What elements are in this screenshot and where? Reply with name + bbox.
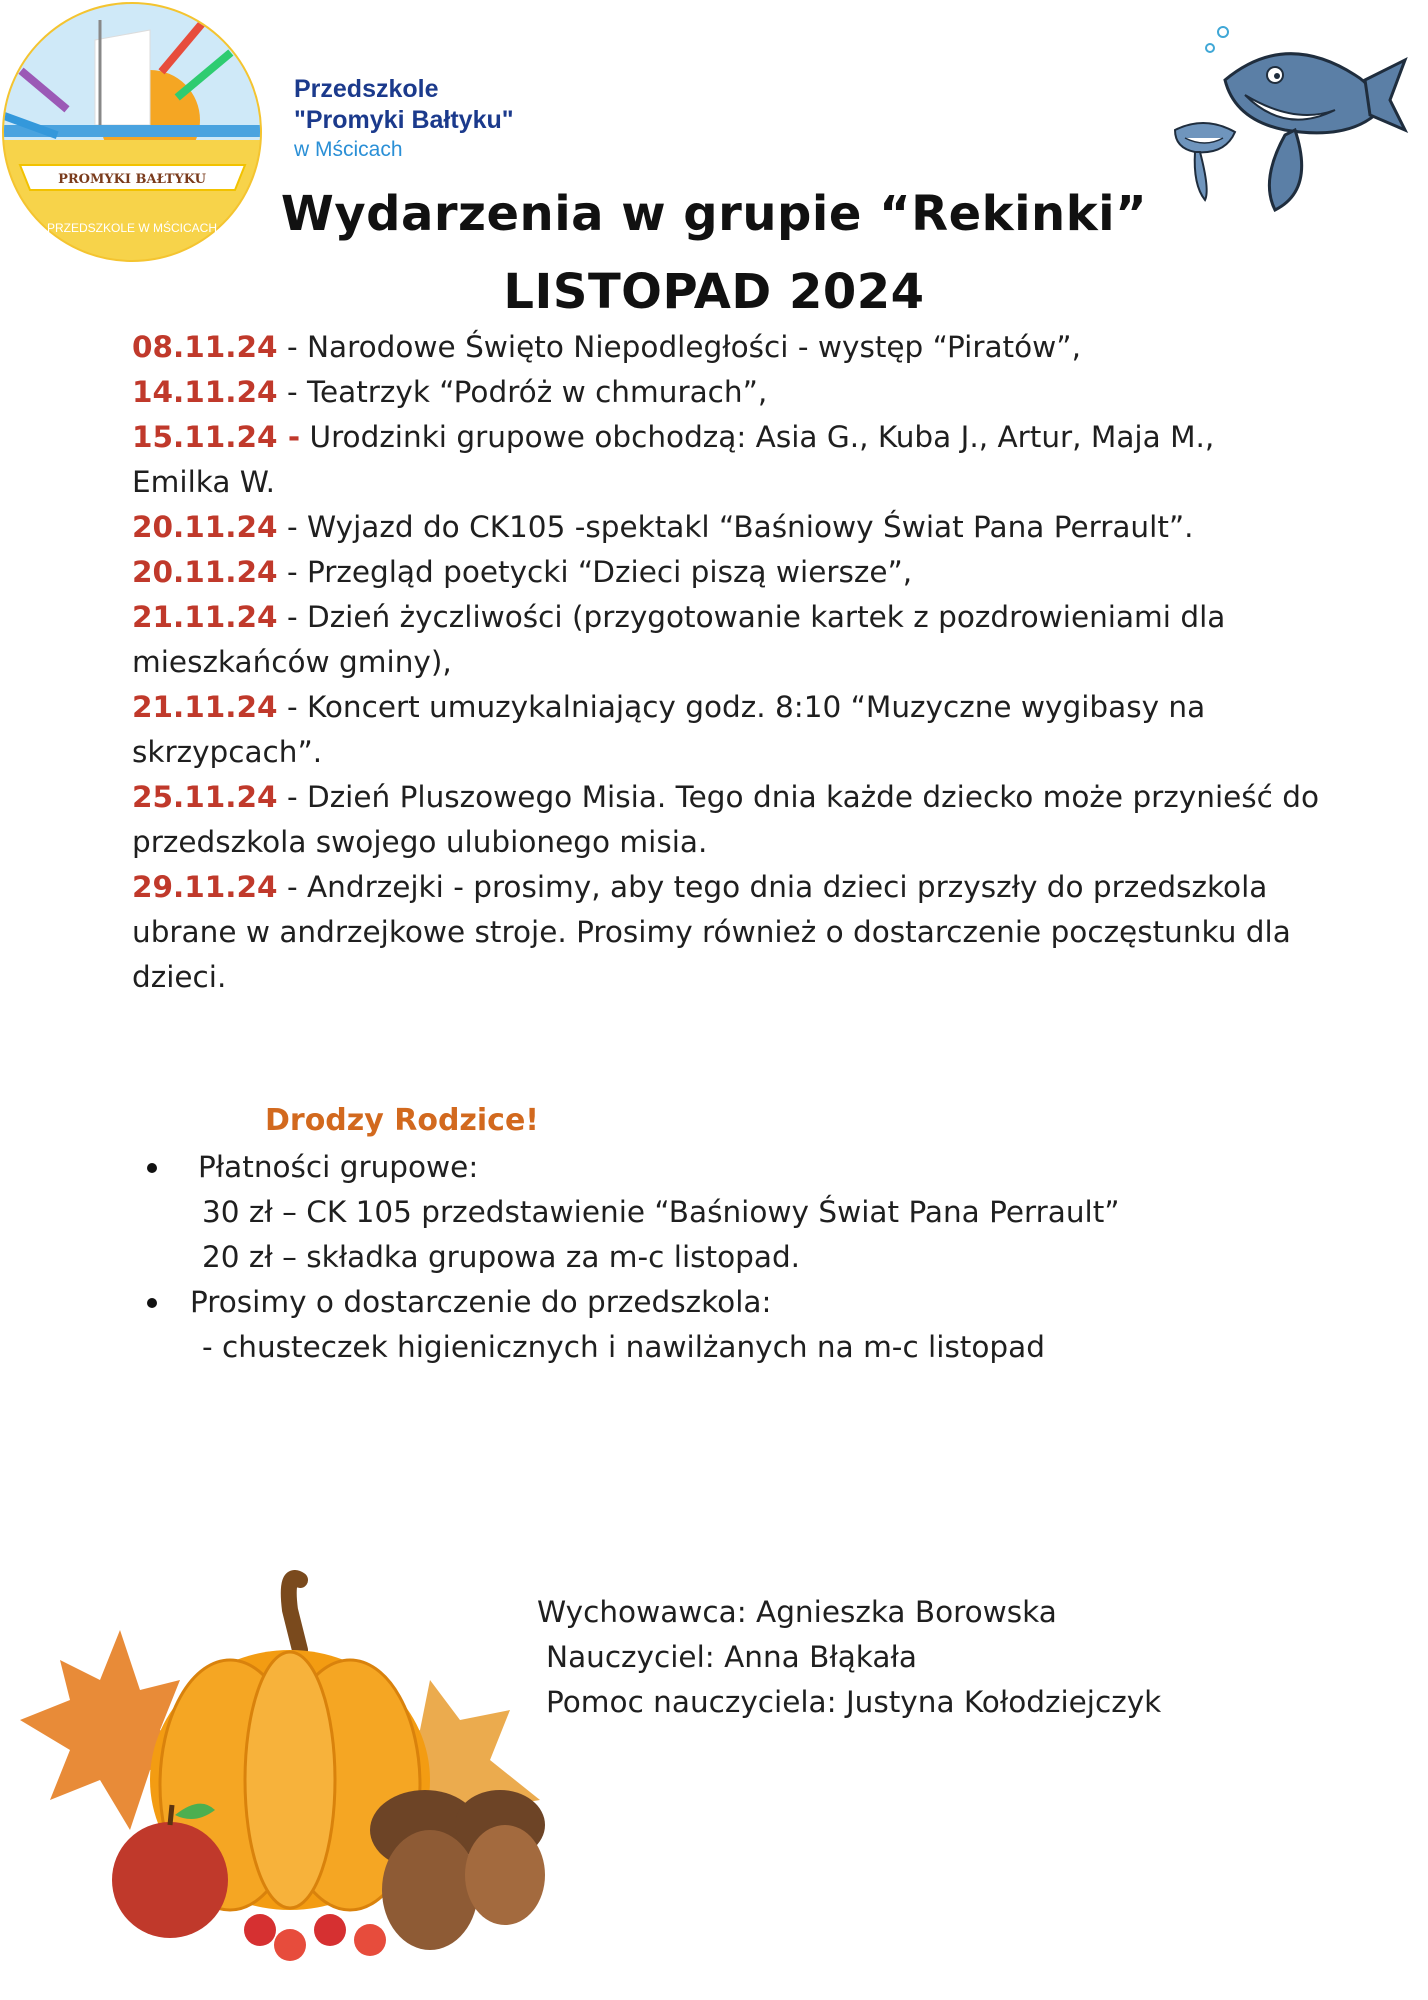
bullet-icon xyxy=(147,1163,157,1173)
school-name-line-2: "Promyki Bałtyku" xyxy=(294,106,514,134)
event-item xyxy=(132,685,1322,775)
staff-assistant: Pomoc nauczyciela: Justyna Kołodziejczyk xyxy=(546,1685,1162,1719)
event-text: - Wyjazd do CK105 -spektakl “Baśniowy Świat Pana Perrault”. xyxy=(277,510,1194,544)
logo-arc-text: PRZEDSZKOLE W MŚCICACH xyxy=(46,221,218,235)
payments-label: Płatności grupowe: xyxy=(198,1150,479,1184)
payment-item: 20 zł – składka grupowa za m-c listopad. xyxy=(202,1240,801,1274)
event-item xyxy=(132,775,1322,865)
school-name-line-3: w Mścicach xyxy=(294,138,403,161)
event-date: 21.11.24 xyxy=(132,690,278,724)
school-name xyxy=(294,74,654,164)
event-text: - Andrzejki - prosimy, aby tego dnia dzieci przyszły do przedszkola ubrane w andrzejkowe stroje. Prosimy również o dostarczenie poczęstunku dla dzieci. xyxy=(132,870,1291,994)
events-list xyxy=(132,325,1322,1000)
event-item xyxy=(132,865,1322,1000)
delivery-item: - chusteczek higienicznych i nawilżanych na m-c listopad xyxy=(202,1330,1045,1364)
event-text: - Koncert umuzykalniający godz. 8:10 “Muzyczne wygibasy na skrzypcach”. xyxy=(132,690,1206,769)
staff-teacher: Nauczyciel: Anna Błąkała xyxy=(546,1640,917,1674)
autumn-pumpkin-illustration xyxy=(0,1570,580,2000)
staff-educator: Wychowawca: Agnieszka Borowska xyxy=(537,1595,1057,1629)
event-text: - Dzień życzliwości (przygotowanie kartek z pozdrowieniami dla mieszkańców gminy), xyxy=(132,600,1226,679)
event-item xyxy=(132,595,1322,685)
parents-notice-heading: Drodzy Rodzice! xyxy=(265,1103,539,1138)
logo-banner-text: PROMYKI BAŁTYKU xyxy=(58,172,206,187)
event-date: 08.11.24 xyxy=(132,330,278,364)
page-subtitle-month: LISTOPAD 2024 xyxy=(503,264,925,320)
bullet-icon xyxy=(147,1298,157,1308)
event-text: - Narodowe Święto Niepodległości - występ “Piratów”, xyxy=(277,330,1081,364)
event-text: Urodzinki grupowe obchodzą: Asia G., Kuba J., Artur, Maja M., Emilka W. xyxy=(132,420,1215,499)
school-name-line-1: Przedszkole xyxy=(294,75,439,103)
event-date: 29.11.24 xyxy=(132,870,278,904)
event-date: 20.11.24 xyxy=(132,510,278,544)
page-title: Wydarzenia w grupie “Rekinki” xyxy=(280,186,1148,242)
event-text: - Przegląd poetycki “Dzieci piszą wiersze”, xyxy=(277,555,913,589)
event-text: - Dzień Pluszowego Misia. Tego dnia każde dziecko może przynieść do przedszkola swojego ulubionego misia. xyxy=(132,780,1320,859)
payment-item: 30 zł – CK 105 przedstawienie “Baśniowy Świat Pana Perrault” xyxy=(202,1195,1120,1229)
event-item xyxy=(132,325,1322,370)
event-date: 21.11.24 xyxy=(132,600,278,634)
event-date: 14.11.24 xyxy=(132,375,278,409)
event-date: 25.11.24 xyxy=(132,780,278,814)
event-date: 20.11.24 xyxy=(132,555,278,589)
event-item xyxy=(132,550,1322,595)
event-date: 15.11.24 - xyxy=(132,420,301,454)
event-text: - Teatrzyk “Podróż w chmurach”, xyxy=(277,375,768,409)
event-item xyxy=(132,370,1322,415)
delivery-label: Prosimy o dostarczenie do przedszkola: xyxy=(190,1285,772,1319)
event-item xyxy=(132,415,1322,505)
event-item xyxy=(132,505,1322,550)
